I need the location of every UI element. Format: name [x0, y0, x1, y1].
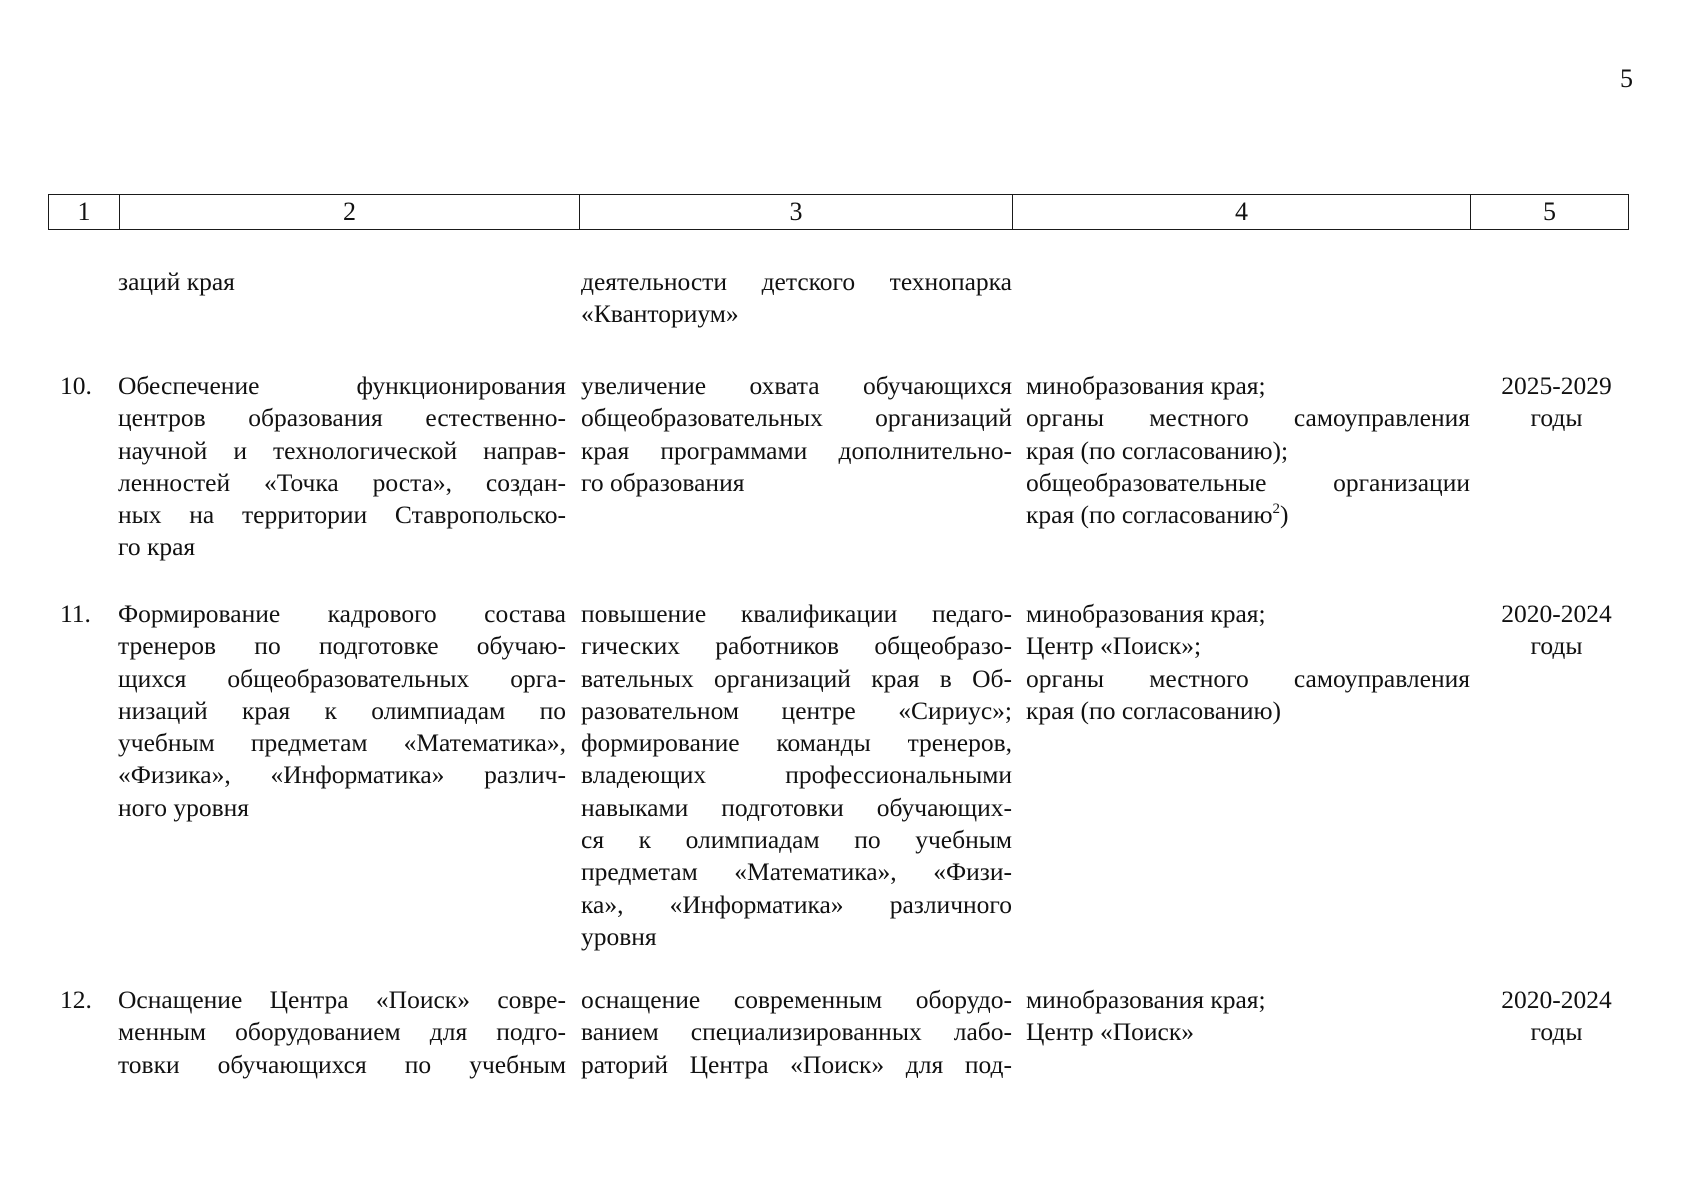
expected-result-line: ка», «Информатика» различного: [581, 889, 1012, 919]
expected-result-line: ванием специализированных лабо-: [581, 1017, 1012, 1047]
measure-name-cell: [118, 266, 566, 298]
measure-name-line: «Физика», «Информатика» различ-: [118, 760, 566, 790]
term-years: 2020-2024: [1501, 599, 1612, 628]
responsible-cell: [1026, 984, 1470, 1049]
term-unit: годы: [1530, 403, 1583, 433]
term-years: 2025-2029: [1501, 371, 1612, 400]
responsible-text: ): [1280, 500, 1289, 530]
row-number: 11.: [60, 599, 91, 628]
measure-name-line: центров образования естественно-: [118, 403, 566, 433]
measure-name-line: щихся общеобразовательных орга-: [118, 663, 566, 693]
responsible-line: минобразования края;: [1026, 371, 1266, 400]
expected-result-cell: [581, 598, 1012, 953]
term-cell: [1485, 984, 1628, 1049]
measure-name-line: учебным предметам «Математика»,: [118, 728, 566, 758]
expected-result-line: «Кванториум»: [581, 299, 739, 329]
responsible-text: края (по согласованию: [1026, 500, 1273, 530]
column-header-3: 3: [580, 195, 1013, 230]
measure-name-line: менным оборудованием для подго-: [118, 1017, 566, 1047]
responsible-line: минобразования края;: [1026, 599, 1266, 628]
footnote-marker: 2: [1272, 501, 1281, 518]
column-header-1: 1: [49, 195, 120, 230]
measure-name-cell: [118, 370, 566, 564]
expected-result-line: гических работников общеобразо-: [581, 631, 1012, 661]
responsible-line: органы местного самоуправления: [1026, 663, 1470, 693]
expected-result-cell: [581, 266, 1012, 331]
expected-result-line: владеющих профессиональными: [581, 760, 1012, 790]
expected-result-line: раторий Центра «Поиск» для под-: [581, 1049, 1012, 1079]
measure-name-cell: [118, 984, 566, 1081]
page-number: 5: [1620, 64, 1633, 93]
row-number: 12.: [60, 985, 92, 1014]
measure-name-line: ных на территории Ставропольско-: [118, 500, 566, 530]
expected-result-line: разовательном центре «Сириус»;: [581, 695, 1012, 725]
term-cell: [1485, 370, 1628, 435]
expected-result-line: навыками подготовки обучающих-: [581, 792, 1012, 822]
column-header-row: [49, 195, 1629, 230]
responsible-cell: [1026, 370, 1470, 531]
expected-result-line: предметам «Математика», «Физи-: [581, 857, 1012, 887]
expected-result-cell: [581, 984, 1012, 1081]
column-header-table: [48, 194, 1629, 230]
expected-result-line: ся к олимпиадам по учебным: [581, 825, 1012, 855]
measure-name-line: низаций края к олимпиадам по: [118, 695, 566, 725]
measure-name-cell: [118, 598, 566, 824]
expected-result-cell: [581, 370, 1012, 499]
measure-name-line: Оснащение Центра «Поиск» совре-: [118, 985, 566, 1014]
responsible-line: Центр «Поиск»;: [1026, 631, 1202, 661]
responsible-line: края (по согласованию);: [1026, 435, 1289, 465]
measure-name-line: Формирование кадрового состава: [118, 599, 566, 628]
responsible-line: минобразования края;: [1026, 985, 1266, 1014]
expected-result-line: края программами дополнительно-: [581, 435, 1012, 465]
column-header-2: 2: [120, 195, 580, 230]
expected-result-line: оснащение современным оборудо-: [581, 985, 1012, 1014]
expected-result-line: го образования: [581, 467, 745, 497]
expected-result-line: увеличение охвата обучающихся: [581, 371, 1012, 400]
row-number: 10.: [60, 371, 92, 400]
responsible-line: [1026, 499, 1470, 531]
term-years: 2020-2024: [1501, 985, 1612, 1014]
measure-name-line: товки обучающихся по учебным: [118, 1049, 566, 1079]
measure-name-line: ленностей «Точка роста», создан-: [118, 467, 566, 497]
term-cell: [1485, 598, 1628, 663]
measure-name-line: ного уровня: [118, 792, 250, 822]
responsible-line: органы местного самоуправления: [1026, 403, 1470, 433]
expected-result-line: вательных организаций края в Об-: [581, 663, 1012, 693]
responsible-line: общеобразовательные организации: [1026, 467, 1470, 497]
responsible-line: края (по согласованию): [1026, 695, 1282, 725]
expected-result-line: повышение квалификации педаго-: [581, 599, 1012, 628]
term-unit: годы: [1530, 631, 1583, 661]
expected-result-line: формирование команды тренеров,: [581, 728, 1012, 758]
responsible-line: Центр «Поиск»: [1026, 1017, 1194, 1047]
expected-result-line: общеобразовательных организаций: [581, 403, 1012, 433]
measure-name-line: научной и технологической направ-: [118, 435, 566, 465]
column-header-4: 4: [1013, 195, 1471, 230]
measure-name-line: заций края: [118, 267, 235, 296]
measure-name-line: тренеров по подготовке обучаю-: [118, 631, 566, 661]
term-unit: годы: [1530, 1017, 1583, 1047]
measure-name-line: Обеспечение функционирования: [118, 371, 566, 400]
column-header-5: 5: [1471, 195, 1629, 230]
expected-result-line: уровня: [581, 921, 657, 951]
expected-result-line: деятельности детского технопарка: [581, 267, 1012, 296]
responsible-cell: [1026, 598, 1470, 727]
measure-name-line: го края: [118, 532, 196, 562]
